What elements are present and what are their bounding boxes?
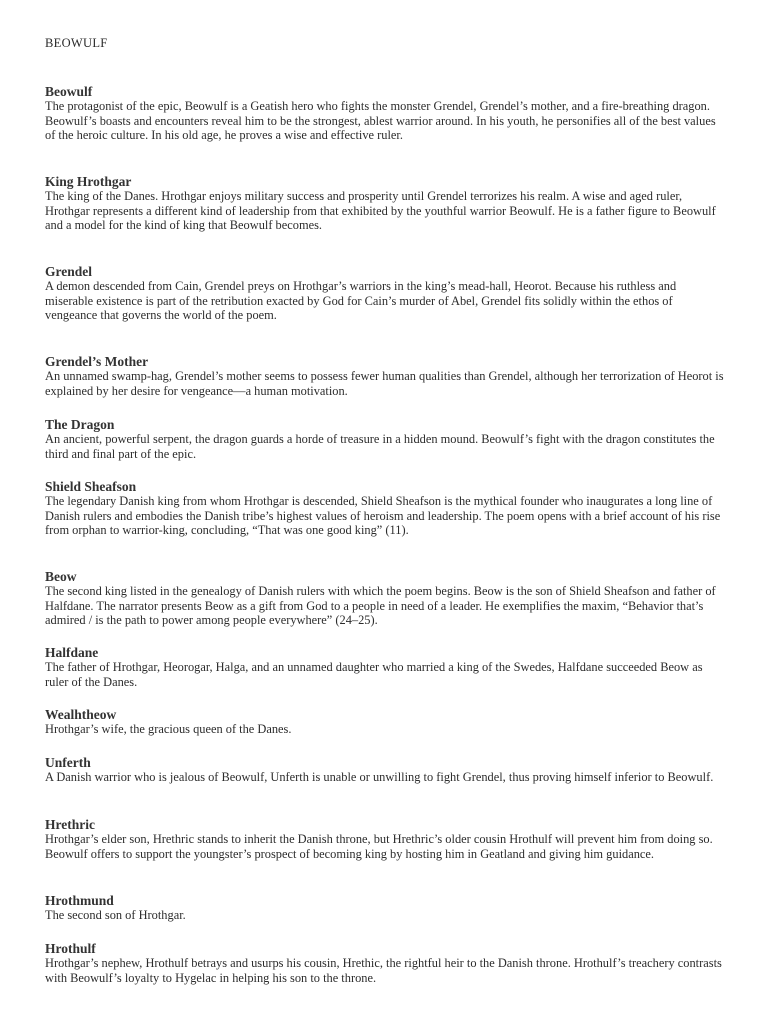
character-description: Hrothgar’s elder son, Hrethric stands to inherit the Danish throne, but Hrethric’s older cousin Hrothulf will prevent him from doing so. Beowulf offers to support the youngster’s prospect of becoming king by hosting him in Geatland and giving him guidance.: [45, 832, 713, 861]
character-name: Wealhtheow: [45, 707, 117, 722]
character-entry-the-dragon: [45, 417, 725, 461]
character-description: An unnamed swamp-hag, Grendel’s mother seems to possess fewer human qualities than Grendel, although her terrorization of Heorot is explained by her desire for vengeance—a human motivation.: [45, 369, 724, 398]
character-name: Grendel: [45, 264, 92, 279]
character-name: Unferth: [45, 755, 91, 770]
character-entry-wealhtheow: [45, 707, 725, 737]
character-description: The king of the Danes. Hrothgar enjoys military success and prosperity until Grendel terrorizes his realm. A wise and aged ruler, Hrothgar represents a different kind of leadership from that exhibited by the youthful warrior Beowulf. He is a father figure to Beowulf and a model for the kind of king that Beowulf becomes.: [45, 189, 716, 232]
character-entry-halfdane: [45, 645, 725, 689]
character-name: Hrothulf: [45, 941, 96, 956]
character-entry-king-hrothgar: [45, 174, 725, 233]
character-entry-shield-sheafson: [45, 479, 725, 538]
document-page: [45, 36, 725, 985]
character-name: Grendel’s Mother: [45, 354, 149, 369]
document-title: BEOWULF: [45, 36, 108, 50]
character-entry-hrothulf: [45, 941, 725, 985]
character-entry-beow: [45, 569, 725, 628]
character-entry-grendels-mother: [45, 354, 725, 398]
character-entry-grendel: [45, 264, 725, 323]
character-description: A demon descended from Cain, Grendel preys on Hrothgar’s warriors in the king’s mead-hall, Heorot. Because his ruthless and miserable existence is part of the retribution exacted by God for Cain’s murder of Abel, Grendel fits solidly within the ethos of vengeance that governs the world of the poem.: [45, 279, 677, 322]
character-entry-unferth: [45, 755, 725, 785]
character-name: The Dragon: [45, 417, 115, 432]
character-name: Shield Sheafson: [45, 479, 137, 494]
character-name: Hrothmund: [45, 893, 114, 908]
character-name: King Hrothgar: [45, 174, 132, 189]
character-description: The second king listed in the genealogy of Danish rulers with which the poem begins. Beow is the son of Shield Sheafson and father of Halfdane. The narrator presents Beow as a gift from God to a people in need of a leader. He exemplifies the maxim, “Behavior that’s admired / is the path to power among people everywhere” (24–25).: [45, 584, 716, 627]
character-entry-beowulf: [45, 84, 725, 143]
character-description: Hrothgar’s nephew, Hrothulf betrays and usurps his cousin, Hrethic, the rightful heir to the Danish throne. Hrothulf’s treachery contrasts with Beowulf’s loyalty to Hygelac in helping his son to the throne.: [45, 956, 722, 985]
character-description: The second son of Hrothgar.: [45, 908, 186, 922]
character-name: Beowulf: [45, 84, 93, 99]
character-entry-hrothmund: [45, 893, 725, 923]
character-description: An ancient, powerful serpent, the dragon guards a horde of treasure in a hidden mound. Beowulf’s fight with the dragon constitutes the third and final part of the epic.: [45, 432, 715, 461]
character-description: The protagonist of the epic, Beowulf is a Geatish hero who fights the monster Grendel, Grendel’s mother, and a fire-breathing dragon. Beowulf’s boasts and encounters reveal him to be the strongest, ablest warrior around. In his youth, he personifies all of the best values of the heroic culture. In his old age, he proves a wise and effective ruler.: [45, 99, 716, 142]
character-description: Hrothgar’s wife, the gracious queen of the Danes.: [45, 722, 292, 736]
character-description: The legendary Danish king from whom Hrothgar is descended, Shield Sheafson is the mythical founder who inaugurates a long line of Danish rulers and embodies the Danish tribe’s highest values of heroism and leadership. The poem opens with a brief account of his rise from orphan to warrior-king, concluding, “That was one good king” (11).: [45, 494, 721, 537]
character-description: A Danish warrior who is jealous of Beowulf, Unferth is unable or unwilling to fight Grendel, thus proving himself inferior to Beowulf.: [45, 770, 714, 784]
character-name: Halfdane: [45, 645, 99, 660]
character-name: Hrethric: [45, 817, 95, 832]
character-name: Beow: [45, 569, 77, 584]
character-description: The father of Hrothgar, Heorogar, Halga, and an unnamed daughter who married a king of the Swedes, Halfdane succeeded Beow as ruler of the Danes.: [45, 660, 703, 689]
character-entry-hrethric: [45, 817, 725, 861]
